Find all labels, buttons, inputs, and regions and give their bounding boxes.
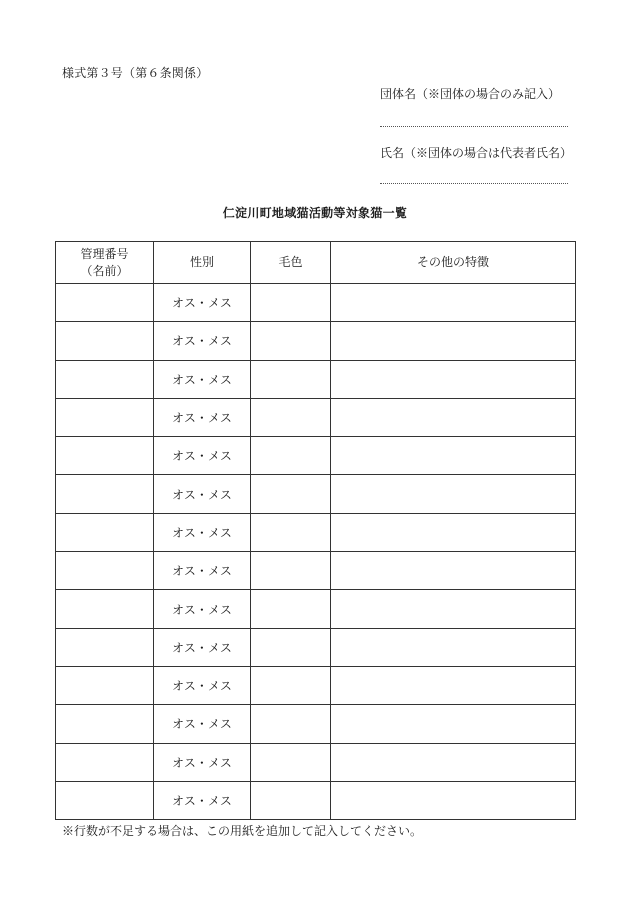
header-other-features: その他の特徴	[331, 242, 576, 284]
cell-id-name[interactable]	[56, 590, 154, 628]
cell-coat-color[interactable]	[251, 322, 331, 360]
table-row	[56, 781, 576, 819]
cell-sex[interactable]: オス・メス	[154, 398, 251, 436]
table-row	[56, 552, 576, 590]
table-row	[56, 666, 576, 704]
cell-sex[interactable]: オス・メス	[154, 322, 251, 360]
cell-sex[interactable]: オス・メス	[154, 628, 251, 666]
cell-other-features[interactable]	[331, 590, 576, 628]
cell-sex[interactable]: オス・メス	[154, 743, 251, 781]
cell-sex[interactable]: オス・メス	[154, 475, 251, 513]
cell-coat-color[interactable]	[251, 513, 331, 551]
cell-coat-color[interactable]	[251, 705, 331, 743]
cell-other-features[interactable]	[331, 360, 576, 398]
cell-coat-color[interactable]	[251, 398, 331, 436]
cell-id-name[interactable]	[56, 284, 154, 322]
cell-id-name[interactable]	[56, 513, 154, 551]
cell-other-features[interactable]	[331, 513, 576, 551]
cell-other-features[interactable]	[331, 781, 576, 819]
cell-coat-color[interactable]	[251, 628, 331, 666]
cell-id-name[interactable]	[56, 475, 154, 513]
header-coat-color: 毛色	[251, 242, 331, 284]
cell-sex[interactable]: オス・メス	[154, 437, 251, 475]
cell-other-features[interactable]	[331, 398, 576, 436]
cell-coat-color[interactable]	[251, 743, 331, 781]
table-row	[56, 398, 576, 436]
group-name-label: 団体名（※団体の場合のみ記入）	[380, 87, 561, 101]
representative-name-label: 氏名（※団体の場合は代表者氏名）	[380, 146, 573, 160]
cell-id-name[interactable]	[56, 666, 154, 704]
table-row	[56, 284, 576, 322]
cell-other-features[interactable]	[331, 705, 576, 743]
cell-coat-color[interactable]	[251, 284, 331, 322]
cell-coat-color[interactable]	[251, 437, 331, 475]
table-row	[56, 743, 576, 781]
cell-coat-color[interactable]	[251, 781, 331, 819]
cell-sex[interactable]: オス・メス	[154, 552, 251, 590]
document-title: 仁淀川町地域猫活動等対象猫一覧	[222, 206, 408, 220]
cell-coat-color[interactable]	[251, 666, 331, 704]
table-row	[56, 475, 576, 513]
cell-id-name[interactable]	[56, 628, 154, 666]
cell-id-name[interactable]	[56, 705, 154, 743]
table-row	[56, 322, 576, 360]
cell-coat-color[interactable]	[251, 552, 331, 590]
cell-sex[interactable]: オス・メス	[154, 666, 251, 704]
form-number: 様式第３号（第６条関係）	[62, 66, 209, 80]
cell-id-name[interactable]	[56, 360, 154, 398]
table-row	[56, 513, 576, 551]
cat-list-table	[55, 241, 576, 820]
header-id-name	[56, 242, 154, 284]
cell-id-name[interactable]	[56, 743, 154, 781]
cell-other-features[interactable]	[331, 552, 576, 590]
cell-sex[interactable]: オス・メス	[154, 360, 251, 398]
representative-name-line[interactable]	[380, 183, 568, 184]
cell-sex[interactable]: オス・メス	[154, 284, 251, 322]
header-id-line2: （名前）	[80, 263, 129, 278]
cell-sex[interactable]: オス・メス	[154, 513, 251, 551]
header-id-line1: 管理番号	[80, 246, 129, 261]
cell-sex[interactable]: オス・メス	[154, 705, 251, 743]
cell-other-features[interactable]	[331, 628, 576, 666]
table-row	[56, 705, 576, 743]
cell-sex[interactable]: オス・メス	[154, 781, 251, 819]
cell-id-name[interactable]	[56, 437, 154, 475]
cell-sex[interactable]: オス・メス	[154, 590, 251, 628]
header-sex: 性別	[154, 242, 251, 284]
cell-other-features[interactable]	[331, 284, 576, 322]
cell-other-features[interactable]	[331, 743, 576, 781]
cell-id-name[interactable]	[56, 322, 154, 360]
table-header-row	[56, 242, 576, 284]
table-row	[56, 360, 576, 398]
table-row	[56, 628, 576, 666]
cell-id-name[interactable]	[56, 398, 154, 436]
cell-other-features[interactable]	[331, 666, 576, 704]
cell-other-features[interactable]	[331, 322, 576, 360]
table-row	[56, 590, 576, 628]
cell-coat-color[interactable]	[251, 360, 331, 398]
cell-other-features[interactable]	[331, 475, 576, 513]
footnote: ※行数が不足する場合は、この用紙を追加して記入してください。	[62, 824, 423, 838]
cell-other-features[interactable]	[331, 437, 576, 475]
cell-id-name[interactable]	[56, 781, 154, 819]
cell-coat-color[interactable]	[251, 475, 331, 513]
cell-id-name[interactable]	[56, 552, 154, 590]
applicant-block	[380, 86, 573, 184]
cell-coat-color[interactable]	[251, 590, 331, 628]
table-row	[56, 437, 576, 475]
